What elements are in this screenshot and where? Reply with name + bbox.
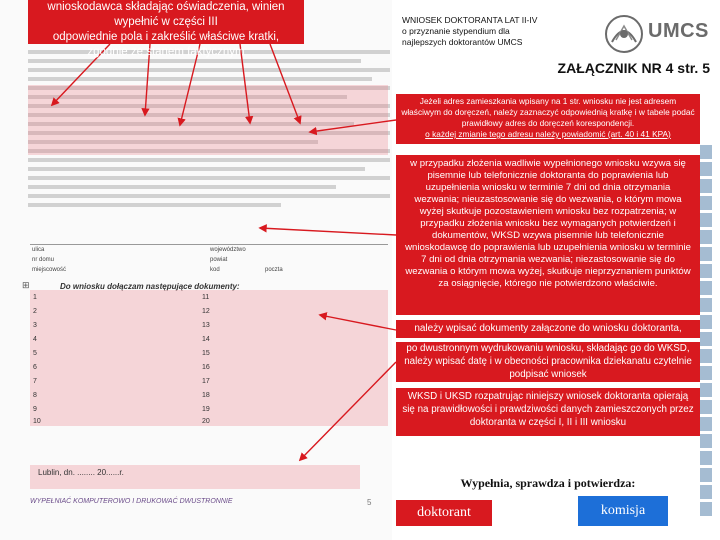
row-number: 9 — [33, 406, 37, 413]
row-number: 1 — [33, 294, 37, 301]
documents-header: Do wniosku dołączam następujące dokumenty: — [60, 282, 240, 291]
row-number: 20 — [202, 418, 210, 425]
instruction-label — [28, 0, 304, 58]
row-number: 3 — [33, 322, 37, 329]
document-header — [402, 15, 582, 48]
documents-table — [30, 290, 388, 426]
row-number: 18 — [202, 392, 210, 399]
procedure-text: w przypadku złożenia wadliwie wypełnionego wniosku wzywa się pisemnie lub telefonicznie doktoranta do poprawienia lub uzupełnienia wniosku w terminie 7 dni od dnia otrzymania wezwania; nieuzastosowanie się do wezwania, o którym mowa wyżej skutkuje pozostawieniem wniosku bez rozpatrzenia; w przypadku złożenia wniosku bez wymaganych potwierdzeń i dokumentów, WKSD wzywa pisemnie lub telefonicznie wnioskodawcę do poprawienia lub uzupełnienia wniosku w terminie 7 dni od dnia otrzymania wezwania; niezastosowanie się do wezwania o którym mowa wyżej, skutkuje nieprzyznaniem punktów za osiągnięcie, którego nie potwierdzono właściwie. — [405, 158, 691, 289]
address-table — [30, 244, 388, 275]
address-note-box — [396, 94, 700, 144]
instruction-line: odpowiednie pola i zakreślić właściwe kratki, — [52, 31, 280, 43]
address-note-underline: o każdej zmianie tego adresu należy powiadomić (art. 40 i 41 KPA) — [425, 129, 671, 139]
row-number: 6 — [33, 364, 37, 371]
review-note-text: WKSD i UKSD rozpatrując niniejszy wniosek doktoranta opierają się na prawidłowości i prawdziwości danych zamieszczonych przez doktoranta w części I, II i III wniosku — [402, 391, 694, 428]
row-number: 14 — [202, 336, 210, 343]
signature-note-box — [396, 342, 700, 382]
side-decoration — [700, 145, 714, 540]
row-number: 11 — [202, 294, 210, 301]
page-number: 5 — [367, 498, 372, 507]
print-note: WYPEŁNIAĆ KOMPUTEROWO I DRUKOWAĆ DWUSTRONNIE — [30, 498, 233, 505]
row-number: 17 — [202, 378, 210, 385]
attachment-title: ZAŁĄCZNIK NR 4 str. 5 — [557, 60, 710, 76]
row-number: 16 — [202, 364, 210, 371]
instruction-line: zgodnie ze stanem faktycznym — [87, 46, 245, 58]
addr-label: powiat — [210, 257, 228, 263]
header-line: o przyznanie stypendium dla — [402, 26, 510, 36]
row-number: 15 — [202, 350, 210, 357]
addr-label: kod — [210, 267, 220, 273]
review-note-box — [396, 388, 700, 436]
doktorant-badge: doktorant — [396, 500, 492, 526]
documents-note-box — [396, 320, 700, 338]
header-line: najlepszych doktorantów UMCS — [402, 37, 523, 47]
date-line: Lublin, dn. ........ 20......r. — [38, 468, 124, 477]
highlight-date-signature — [30, 465, 360, 489]
row-number: 19 — [202, 406, 210, 413]
row-number: 10 — [33, 418, 41, 425]
row-number: 13 — [202, 322, 210, 329]
address-note-text: Jeżeli adres zamieszkania wpisany na 1 str. wniosku nie jest adresem właściwym do doręczeń, należy zaznaczyć odpowiednią kratkę i w tabele podać prawidłowy adres do doręczeń korespondencji. — [401, 96, 695, 128]
move-handle-icon: ⊞ — [22, 280, 30, 290]
addr-label: ulica — [32, 247, 45, 253]
signature-note-text: po dwustronnym wydrukowaniu wniosku, składając go do WKSD, należy wpisać datę i w obecności pracownika dziekanatu czytelnie podpisać wniosek — [404, 343, 692, 380]
documents-note-text: należy wpisać dokumenty załączone do wniosku doktoranta, — [414, 323, 682, 334]
addr-label: województwo — [210, 247, 246, 253]
addr-label: poczta — [265, 267, 283, 273]
procedure-box — [396, 155, 700, 315]
umcs-logo-text: UMCS — [648, 20, 709, 42]
highlight-declarations — [28, 85, 388, 155]
row-number: 2 — [33, 308, 37, 315]
instruction-line: wnioskodawca składając oświadczenia, winien wypełnić w części III — [47, 1, 285, 28]
addr-label: nr domu — [32, 257, 55, 263]
row-number: 12 — [202, 308, 210, 315]
addr-label: miejscowość — [32, 267, 67, 273]
row-number: 5 — [33, 350, 37, 357]
header-line: WNIOSEK DOKTORANTA LAT II-IV — [402, 15, 538, 25]
fill-check-confirm-label: Wypełnia, sprawdza i potwierdza: — [460, 476, 636, 490]
row-number: 4 — [33, 336, 37, 343]
komisja-badge: komisja — [578, 496, 668, 526]
row-number: 7 — [33, 378, 37, 385]
row-number: 8 — [33, 392, 37, 399]
